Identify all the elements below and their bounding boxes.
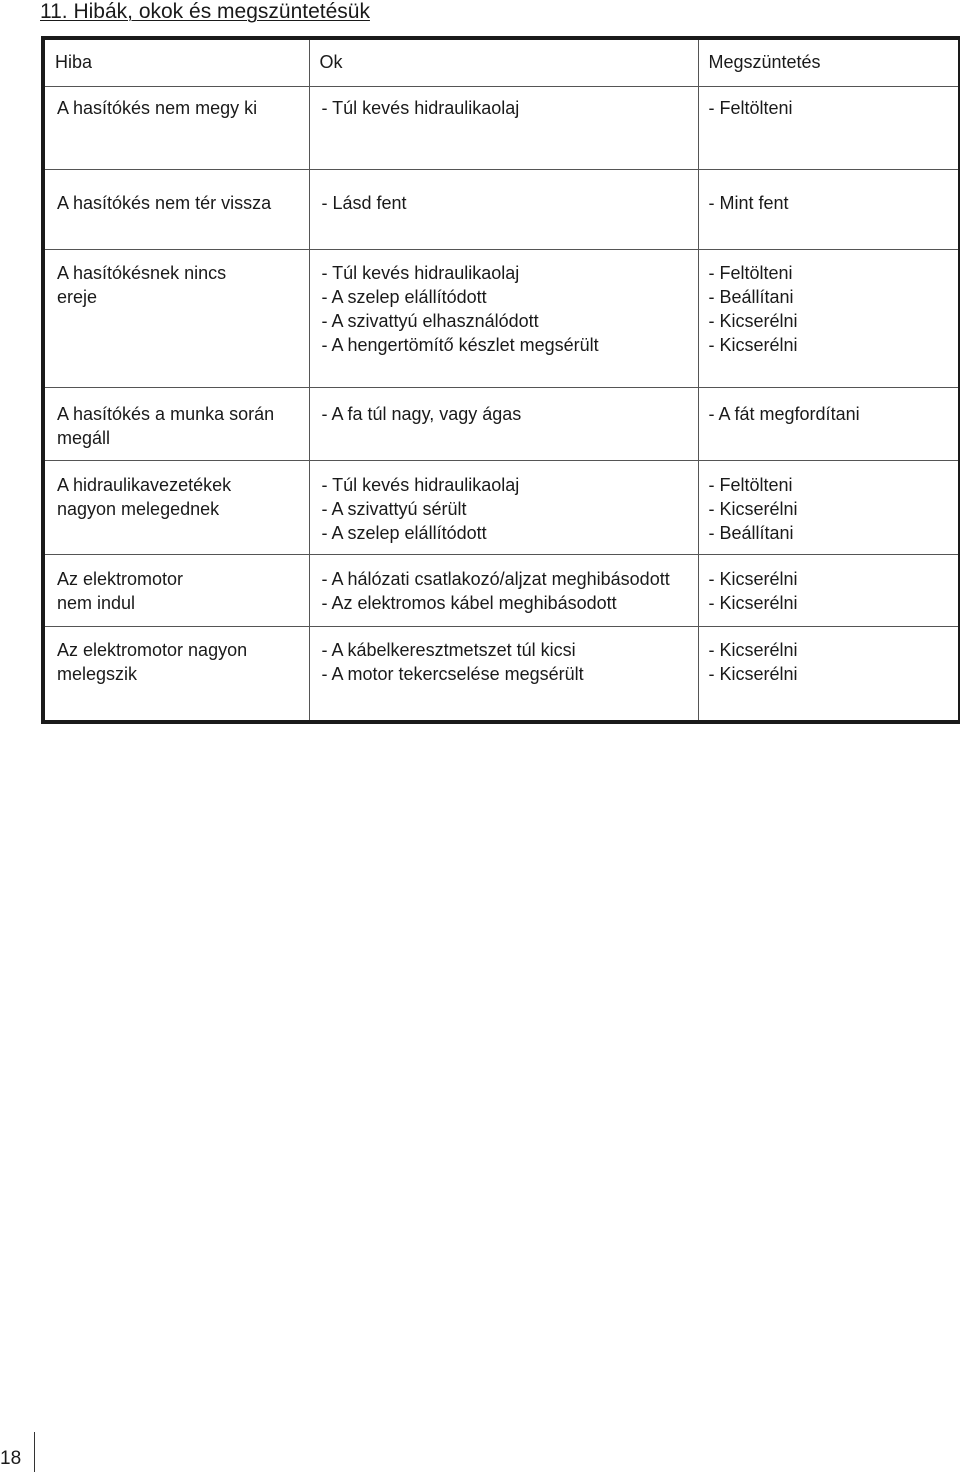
- cell-megszuntetes: [698, 554, 960, 626]
- cell-text: nem indul: [57, 592, 136, 613]
- cell-text: Az elektromotor nagyon: [57, 639, 248, 660]
- column-header-hiba: Hiba: [43, 38, 309, 86]
- column-header-ok: Ok: [309, 38, 698, 86]
- page-title: 11. Hibák, okok és megszüntetésük: [40, 0, 370, 23]
- page-margin-rule: [34, 1432, 35, 1472]
- cell-text: - A hálózati csatlakozó/aljzat meghibásodott: [321, 568, 670, 589]
- cell-hiba: [43, 169, 309, 249]
- cell-ok: [309, 387, 698, 460]
- cell-megszuntetes: [698, 387, 960, 460]
- cell-text: - Az elektromos kábel meghibásodott: [321, 592, 617, 613]
- cell-text: - Feltölteni: [708, 97, 793, 118]
- cell-text: - Kicserélni: [708, 663, 798, 684]
- cell-ok: [309, 626, 698, 722]
- cell-text: - Kicserélni: [708, 592, 798, 613]
- table-row: [43, 626, 960, 722]
- cell-ok: [309, 86, 698, 169]
- table-header-row: [43, 38, 960, 86]
- troubleshooting-table: [41, 36, 960, 724]
- cell-megszuntetes: [698, 249, 960, 387]
- cell-text: megáll: [57, 427, 111, 448]
- cell-text: - Beállítani: [708, 522, 794, 543]
- cell-text: - Túl kevés hidraulikaolaj: [321, 97, 520, 118]
- cell-text: Az elektromotor: [57, 568, 184, 589]
- cell-hiba: [43, 460, 309, 554]
- cell-megszuntetes: [698, 86, 960, 169]
- cell-ok: [309, 460, 698, 554]
- cell-text: - Lásd fent: [321, 192, 407, 213]
- cell-text: - A szelep elállítódott: [321, 522, 487, 543]
- cell-text: - Túl kevés hidraulikaolaj: [321, 474, 520, 495]
- table-row: [43, 554, 960, 626]
- table-row: [43, 249, 960, 387]
- cell-text: - Feltölteni: [708, 262, 793, 283]
- cell-text: A hidraulikavezetékek: [57, 474, 232, 495]
- cell-ok: [309, 554, 698, 626]
- cell-text: - Beállítani: [708, 286, 794, 307]
- cell-text: - A kábelkeresztmetszet túl kicsi: [321, 639, 576, 660]
- cell-text: ereje: [57, 286, 98, 307]
- column-header-megszuntetes: Megszüntetés: [698, 38, 960, 86]
- cell-megszuntetes: [698, 169, 960, 249]
- cell-ok: [309, 169, 698, 249]
- cell-text: - Túl kevés hidraulikaolaj: [321, 262, 520, 283]
- cell-text: - Kicserélni: [708, 568, 798, 589]
- page-number: 18: [0, 1448, 22, 1469]
- cell-text: - A fát megfordítani: [708, 403, 860, 424]
- cell-text: melegszik: [57, 663, 138, 684]
- table-row: [43, 460, 960, 554]
- cell-text: A hasítókés nem tér vissza: [57, 192, 272, 213]
- cell-text: - Kicserélni: [708, 498, 798, 519]
- cell-text: - Mint fent: [708, 192, 789, 213]
- cell-hiba: [43, 249, 309, 387]
- cell-text: A hasítókésnek nincs: [57, 262, 227, 283]
- cell-text: - A motor tekercselése megsérült: [321, 663, 584, 684]
- cell-megszuntetes: [698, 460, 960, 554]
- cell-text: A hasítókés nem megy ki: [57, 97, 258, 118]
- cell-hiba: [43, 387, 309, 460]
- cell-hiba: [43, 554, 309, 626]
- cell-text: - Kicserélni: [708, 639, 798, 660]
- table-row: [43, 86, 960, 169]
- cell-text: - Kicserélni: [708, 310, 798, 331]
- cell-hiba: [43, 626, 309, 722]
- cell-megszuntetes: [698, 626, 960, 722]
- cell-text: - A hengertömítő készlet megsérült: [321, 334, 599, 355]
- cell-text: A hasítókés a munka során: [57, 403, 275, 424]
- table-row: [43, 169, 960, 249]
- cell-text: - A fa túl nagy, vagy ágas: [321, 403, 522, 424]
- cell-ok: [309, 249, 698, 387]
- cell-text: - Kicserélni: [708, 334, 798, 355]
- cell-text: - A szivattyú elhasználódott: [321, 310, 539, 331]
- cell-hiba: [43, 86, 309, 169]
- cell-text: nagyon melegednek: [57, 498, 220, 519]
- cell-text: - A szelep elállítódott: [321, 286, 487, 307]
- cell-text: - A szivattyú sérült: [321, 498, 467, 519]
- table-row: [43, 387, 960, 460]
- cell-text: - Feltölteni: [708, 474, 793, 495]
